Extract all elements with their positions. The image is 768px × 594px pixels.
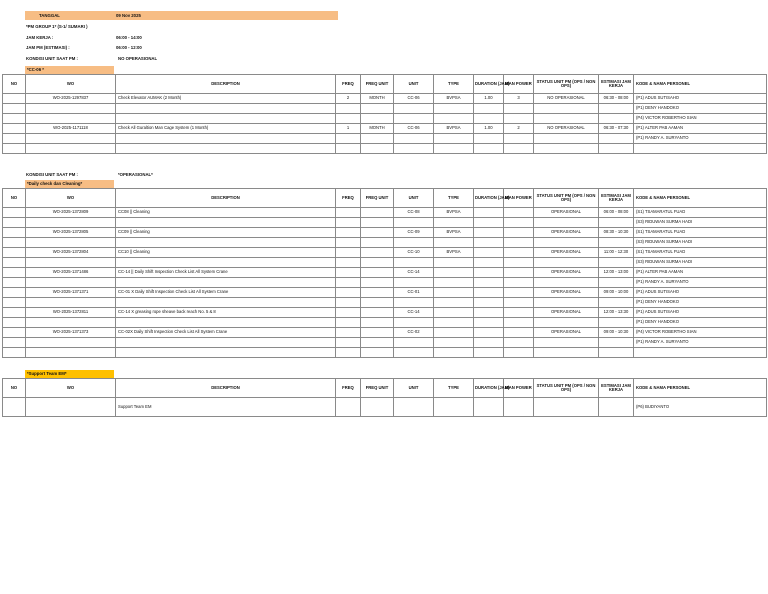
type-cell: BVPSA	[434, 248, 474, 258]
description-cell: Check All Guraltion Man Cage System (1 Month)	[116, 124, 336, 134]
col-description: DESCRIPTION	[116, 379, 336, 398]
empty-cell	[599, 318, 634, 328]
empty-cell	[3, 328, 26, 338]
empty-cell	[336, 218, 361, 228]
support-tag: *Support Team EM*	[27, 371, 67, 376]
empty-cell	[361, 258, 394, 268]
empty-cell	[504, 258, 534, 268]
description-cell: CC10 || Cleaning	[116, 248, 336, 258]
table-row	[3, 318, 767, 328]
col-no: NO	[3, 189, 26, 208]
personel-cell: (P4) VICTOR ROBERTHO SIAN	[634, 328, 767, 338]
empty-cell	[394, 318, 434, 328]
empty-cell	[434, 338, 474, 348]
empty-cell	[504, 298, 534, 308]
personel-cell: (P1) ALTER PAB AAMAN	[634, 124, 767, 134]
duration-cell: 1.00	[474, 94, 504, 104]
empty-cell	[116, 238, 336, 248]
empty-cell	[3, 248, 26, 258]
empty-cell	[3, 288, 26, 298]
empty-cell	[361, 268, 394, 278]
personel-cell: (P1) RANDY A. SURYANTO	[634, 338, 767, 348]
col-kode: KODE & NAMA PERSONEL	[634, 75, 767, 94]
empty-cell	[3, 238, 26, 248]
empty-cell	[599, 298, 634, 308]
wo-cell: WO-2025-1171118	[26, 124, 116, 134]
col-duration: DURATION (JAM)	[474, 75, 504, 94]
empty-cell	[534, 348, 599, 358]
table-row	[3, 104, 767, 114]
wo-cell: WO-2025-1371373	[26, 328, 116, 338]
empty-cell	[394, 298, 434, 308]
empty-cell	[504, 338, 534, 348]
col-man-power: MAN POWER	[504, 189, 534, 208]
status-cell: OPERASIONAL	[534, 328, 599, 338]
description-cell: CC-14 || Daily Shift Inspection Check List All System Crane	[116, 268, 336, 278]
status-cell: OPERASIONAL	[534, 288, 599, 298]
col-description: DESCRIPTION	[116, 189, 336, 208]
personel-cell: (P1) DENY HANDOKO	[634, 298, 767, 308]
empty-cell	[504, 288, 534, 298]
unit-cell: CC-14	[394, 308, 434, 318]
empty-cell	[394, 238, 434, 248]
empty-cell	[394, 258, 434, 268]
empty-cell	[26, 278, 116, 288]
empty-cell	[504, 238, 534, 248]
col-freq-unit: FREQ UNIT	[361, 75, 394, 94]
empty-cell	[336, 208, 361, 218]
empty-cell	[434, 348, 474, 358]
wo-cell: WO-2025-1371371	[26, 288, 116, 298]
empty-cell	[3, 228, 26, 238]
description-cell: Check Elevator AUMAK (2 Month)	[116, 94, 336, 104]
table-row	[3, 338, 767, 348]
type-cell	[434, 268, 474, 278]
col-status: STATUS UNIT PM (OPS / NON OPS)	[534, 379, 599, 398]
empty-cell	[361, 308, 394, 318]
type-cell: BVPSA	[434, 228, 474, 238]
empty-cell	[3, 348, 26, 358]
unit-cell: CC-01	[394, 288, 434, 298]
wo-cell: WO-2025-1372809	[26, 208, 116, 218]
empty-cell	[116, 298, 336, 308]
empty-cell	[3, 218, 26, 228]
empty-cell	[599, 348, 634, 358]
col-status: STATUS UNIT PM (OPS / NON OPS)	[534, 75, 599, 94]
col-freq-unit: FREQ UNIT	[361, 189, 394, 208]
empty-cell	[394, 218, 434, 228]
empty-cell	[474, 288, 504, 298]
col-man-power: MAN POWER	[504, 379, 534, 398]
empty-cell	[504, 348, 534, 358]
personel-cell: (P1) ADUS SUTISAHO	[634, 94, 767, 104]
empty-cell	[26, 218, 116, 228]
estimasi-cell: 06:30 - 08:00	[599, 94, 634, 104]
table-row	[3, 288, 767, 298]
empty-cell	[26, 258, 116, 268]
empty-cell	[394, 338, 434, 348]
col-unit: UNIT	[394, 189, 434, 208]
empty-cell	[3, 258, 26, 268]
empty-cell	[434, 318, 474, 328]
empty-cell	[336, 238, 361, 248]
empty-cell	[504, 248, 534, 258]
empty-cell	[434, 278, 474, 288]
table-row	[3, 308, 767, 318]
empty-cell	[534, 258, 599, 268]
empty-cell	[474, 228, 504, 238]
unit-cell: CC-09	[394, 228, 434, 238]
personel-cell: (P1) RANDY A. SURYANTO	[634, 134, 767, 144]
empty-cell	[599, 238, 634, 248]
col-wo: WO	[26, 75, 116, 94]
empty-cell	[336, 288, 361, 298]
col-duration: DURATION (JAM)	[474, 379, 504, 398]
col-unit: UNIT	[394, 75, 434, 94]
freq-unit-cell: MONTH	[361, 94, 394, 104]
col-freq: FREQ	[336, 379, 361, 398]
unit-cell: CC-08	[394, 208, 434, 218]
empty-cell	[534, 278, 599, 288]
empty-cell	[3, 298, 26, 308]
status-cell: OPERASIONAL	[534, 228, 599, 238]
empty-cell	[26, 318, 116, 328]
col-unit: UNIT	[394, 379, 434, 398]
estimasi-cell: 09:00 - 10:00	[599, 288, 634, 298]
col-estimasi: ESTIMASI JAM KERJA	[599, 189, 634, 208]
type-cell: BVPSA	[434, 208, 474, 218]
date-bar	[25, 11, 338, 20]
empty-cell	[26, 348, 116, 358]
wo-cell: WO-2025-1372811	[26, 308, 116, 318]
description-cell: CC08 || Cleaning	[116, 208, 336, 218]
empty-cell	[336, 338, 361, 348]
empty-cell	[474, 238, 504, 248]
empty-cell	[3, 308, 26, 318]
unit-cell: CC-02	[394, 328, 434, 338]
col-no: NO	[3, 75, 26, 94]
unit-cell: CC-14	[394, 268, 434, 278]
unit-cell: CC-06	[394, 94, 434, 104]
type-cell: BVPSA	[434, 124, 474, 134]
empty-cell	[534, 338, 599, 348]
empty-cell	[26, 338, 116, 348]
empty-cell	[434, 238, 474, 248]
table-row	[3, 268, 767, 278]
empty-cell	[116, 218, 336, 228]
empty-cell	[336, 298, 361, 308]
empty-cell	[3, 208, 26, 218]
empty-cell	[336, 278, 361, 288]
date-label: TANGGAL	[39, 12, 60, 18]
empty-cell	[599, 338, 634, 348]
empty-cell	[474, 328, 504, 338]
table-row	[3, 328, 767, 338]
estimasi-cell: 06:30 - 07:30	[599, 124, 634, 134]
table-header	[3, 75, 767, 94]
empty-cell	[116, 258, 336, 268]
empty-cell	[361, 218, 394, 228]
freq-unit-cell: MONTH	[361, 124, 394, 134]
description-cell: CC-14 X greasing rope sheave back reach No. 5 & 8	[116, 308, 336, 318]
unit-condition-label: KONDISI UNIT SAAT PM :	[26, 56, 78, 61]
table-row	[3, 348, 767, 358]
empty-cell	[504, 318, 534, 328]
col-wo: WO	[26, 189, 116, 208]
estimasi-cell: 12:00 - 13:30	[599, 308, 634, 318]
daily-tag: *Daily check dan Cleaning*	[27, 181, 83, 186]
wo-cell: WO-2025-1372805	[26, 228, 116, 238]
empty-cell	[336, 348, 361, 358]
col-estimasi: ESTIMASI JAM KERJA	[599, 379, 634, 398]
empty-cell	[394, 348, 434, 358]
personel-cell: (S1) TSAMARATUL FUAD	[634, 208, 767, 218]
type-cell	[434, 288, 474, 298]
estimasi-cell: 09:00 - 10:30	[599, 328, 634, 338]
personel-cell: (P1) DENY HANDOKO	[634, 318, 767, 328]
empty-cell	[504, 218, 534, 228]
empty-cell	[116, 338, 336, 348]
estimasi-cell: 08:30 - 10:30	[599, 228, 634, 238]
unit-condition-label-2: KONDISI UNIT SAAT PM :	[26, 172, 78, 177]
empty-cell	[336, 268, 361, 278]
table-header	[3, 379, 767, 398]
table-row	[3, 398, 767, 417]
empty-cell	[361, 278, 394, 288]
empty-cell	[361, 348, 394, 358]
freq-cell: 1	[336, 124, 361, 134]
table-row	[3, 298, 767, 308]
empty-cell	[534, 298, 599, 308]
empty-cell	[434, 218, 474, 228]
col-type: TYPE	[434, 379, 474, 398]
empty-cell	[336, 328, 361, 338]
freq-cell: 2	[336, 94, 361, 104]
type-cell: BVPSA	[434, 94, 474, 104]
pm-table-3	[2, 378, 767, 417]
empty-cell	[434, 258, 474, 268]
work-hours-label: JAM KERJA :	[26, 35, 54, 40]
empty-cell	[361, 328, 394, 338]
empty-cell	[504, 328, 534, 338]
table-row	[3, 134, 767, 144]
man-power-cell: 2	[504, 124, 534, 134]
empty-cell	[599, 218, 634, 228]
table-row	[3, 278, 767, 288]
unit-condition-value-2: *OPERASIONAL*	[118, 172, 153, 177]
empty-cell	[504, 208, 534, 218]
empty-cell	[116, 348, 336, 358]
empty-cell	[336, 248, 361, 258]
col-kode: KODE & NAMA PERSONEL	[634, 379, 767, 398]
empty-cell	[474, 278, 504, 288]
empty-cell	[3, 268, 26, 278]
wo-cell: WO-2025-1297837	[26, 94, 116, 104]
table-row	[3, 94, 767, 104]
empty-cell	[3, 338, 26, 348]
empty-cell	[474, 268, 504, 278]
empty-cell	[504, 308, 534, 318]
empty-cell	[504, 228, 534, 238]
empty-cell	[474, 318, 504, 328]
table-row	[3, 124, 767, 134]
duration-cell: 1.00	[474, 124, 504, 134]
table-row	[3, 144, 767, 154]
empty-cell	[361, 208, 394, 218]
status-cell: NO OPERASIONAL	[534, 94, 599, 104]
empty-cell	[26, 298, 116, 308]
col-freq: FREQ	[336, 75, 361, 94]
col-man-power: MAN POWER	[504, 75, 534, 94]
col-wo: WO	[26, 379, 116, 398]
personel-cell: (P4) VICTOR ROBERTHO SIAN	[634, 114, 767, 124]
empty-cell	[336, 228, 361, 238]
table-row	[3, 228, 767, 238]
empty-cell	[361, 248, 394, 258]
pm-table-2	[2, 188, 767, 358]
unit-tag: *CC-06 *	[27, 67, 44, 72]
empty-cell	[474, 248, 504, 258]
empty-cell	[534, 318, 599, 328]
pm-hours-value: 06:00 - 12:00	[116, 45, 142, 50]
empty-cell	[361, 228, 394, 238]
status-cell: OPERASIONAL	[534, 208, 599, 218]
col-status: STATUS UNIT PM (OPS / NON OPS)	[534, 189, 599, 208]
pm-hours-label: JAM PM (ESTIMASI) :	[26, 45, 70, 50]
personel-cell: (P1) ALTER PAB AAMAN	[634, 268, 767, 278]
table-row	[3, 218, 767, 228]
empty-cell	[474, 308, 504, 318]
col-no: NO	[3, 379, 26, 398]
empty-cell	[336, 318, 361, 328]
status-cell: OPERASIONAL	[534, 248, 599, 258]
empty-cell	[504, 268, 534, 278]
personel-cell: (S3) RIDUWAN SURMA HADI	[634, 258, 767, 268]
empty-cell	[361, 318, 394, 328]
table-header	[3, 189, 767, 208]
personel-cell: (S1) TSAMARATUL FUAD	[634, 228, 767, 238]
empty-cell	[474, 338, 504, 348]
empty-cell	[3, 278, 26, 288]
unit-condition-value: NO OPERASIONAL	[118, 56, 158, 61]
empty-cell	[474, 348, 504, 358]
estimasi-cell: 12:00 - 13:00	[599, 268, 634, 278]
group-title: *PM GROUP 1* (S-1/ SUMARI )	[26, 24, 88, 29]
estimasi-cell: 06:00 - 08:00	[599, 208, 634, 218]
col-description: DESCRIPTION	[116, 75, 336, 94]
estimasi-cell: 11:00 - 12:30	[599, 248, 634, 258]
empty-cell	[634, 348, 767, 358]
table-row	[3, 258, 767, 268]
empty-cell	[361, 238, 394, 248]
col-type: TYPE	[434, 189, 474, 208]
personel-cell: (S3) RIDUWAN SURMA HADI	[634, 238, 767, 248]
personel-cell: (P6) BUDIYANTO	[634, 398, 767, 417]
description-cell: CC-01 X Daily Shift Inspection Check List All System Crane	[116, 288, 336, 298]
wo-cell: WO-2025-1372804	[26, 248, 116, 258]
empty-cell	[26, 238, 116, 248]
type-cell	[434, 308, 474, 318]
unit-cell: CC-06	[394, 124, 434, 134]
table-row	[3, 208, 767, 218]
empty-cell	[599, 278, 634, 288]
empty-cell	[361, 298, 394, 308]
date-value: 09 Nov 2025	[116, 12, 141, 18]
col-estimasi: ESTIMASI JAM KERJA	[599, 75, 634, 94]
empty-cell	[474, 208, 504, 218]
empty-cell	[336, 258, 361, 268]
personel-cell: (P1) ADUS SUTISAHO	[634, 288, 767, 298]
personel-cell: (P1) ADUS SUTISAHO	[634, 308, 767, 318]
empty-cell	[474, 218, 504, 228]
empty-cell	[534, 238, 599, 248]
description-cell: Support Team EM	[116, 398, 336, 417]
wo-cell: WO-2025-1371486	[26, 268, 116, 278]
empty-cell	[116, 318, 336, 328]
table-row	[3, 114, 767, 124]
personel-cell: (P1) DENY HANDOKO	[634, 104, 767, 114]
empty-cell	[534, 218, 599, 228]
empty-cell	[116, 278, 336, 288]
empty-cell	[434, 298, 474, 308]
col-kode: KODE & NAMA PERSONEL	[634, 189, 767, 208]
empty-cell	[336, 308, 361, 318]
table-row	[3, 248, 767, 258]
empty-cell	[599, 258, 634, 268]
empty-cell	[394, 278, 434, 288]
col-freq-unit: FREQ UNIT	[361, 379, 394, 398]
empty-cell	[3, 318, 26, 328]
work-hours-value: 06:00 - 14:00	[116, 35, 142, 40]
table-row	[3, 238, 767, 248]
unit-cell: CC-10	[394, 248, 434, 258]
empty-cell	[361, 338, 394, 348]
type-cell	[434, 328, 474, 338]
col-duration: DURATION (JAM)	[474, 189, 504, 208]
description-cell: CC-02X Daily Shift Inspection Check List All System Crane	[116, 328, 336, 338]
empty-cell	[361, 288, 394, 298]
status-cell: NO OPERASIONAL	[534, 124, 599, 134]
col-type: TYPE	[434, 75, 474, 94]
empty-cell	[504, 278, 534, 288]
personel-cell: (P1) RANDY A. SURYANTO	[634, 278, 767, 288]
status-cell: OPERASIONAL	[534, 308, 599, 318]
col-freq: FREQ	[336, 189, 361, 208]
empty-cell	[474, 258, 504, 268]
personel-cell: (S1) TSAMARATUL FUAD	[634, 248, 767, 258]
empty-cell	[474, 298, 504, 308]
description-cell: CC09 || Cleaning	[116, 228, 336, 238]
personel-cell: (S3) RIDUWAN SURMA HADI	[634, 218, 767, 228]
daily-rows	[3, 208, 767, 358]
status-cell: OPERASIONAL	[534, 268, 599, 278]
man-power-cell: 3	[504, 94, 534, 104]
pm-table-1	[2, 74, 767, 154]
